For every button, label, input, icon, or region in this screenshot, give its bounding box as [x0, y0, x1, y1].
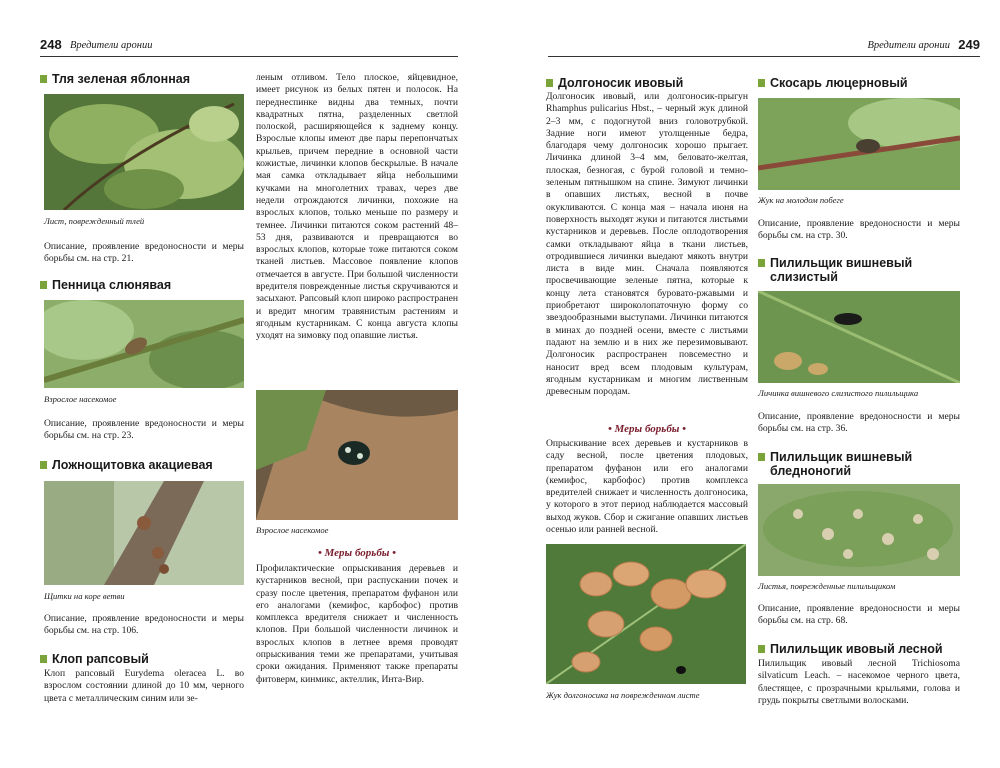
section-title: Скосарь люцерновый	[758, 76, 960, 90]
page-number: 248	[40, 37, 62, 52]
photo-caption: Листья, поврежденные пилильщиком	[758, 581, 896, 591]
photo-caption: Взрослое насекомое	[44, 394, 117, 404]
bullet-square-icon	[40, 281, 47, 289]
photo-caption: Жук долгоносика на поврежденном листе	[546, 690, 700, 700]
section-title: Пенница слюнявая	[40, 278, 256, 292]
photo-slug-sawfly	[758, 291, 960, 383]
left-page	[0, 0, 480, 768]
section-title: Пилильщик ивовый лесной	[758, 642, 972, 656]
section-text: Описание, проявление вредоносности и меры борьбы см. на стр. 106.	[44, 613, 244, 637]
bullet-square-icon	[758, 453, 765, 461]
bullet-square-icon	[40, 461, 47, 469]
photo-caption: Жук на молодом побеге	[758, 195, 844, 205]
measures-heading: • Меры борьбы •	[607, 423, 687, 435]
section-title: Пилильщик вишневый слизистый	[758, 256, 972, 284]
photo-aphid-leaf	[44, 94, 244, 210]
photo-caption: Лист, поврежденный тлей	[44, 216, 145, 226]
bullet-square-icon	[40, 75, 47, 83]
photo-spittlebug	[44, 300, 244, 388]
running-header-left	[40, 36, 458, 57]
section-text: Описание, проявление вредоносности и меры борьбы см. на стр. 36.	[758, 411, 960, 435]
section-text: Описание, проявление вредоносности и меры борьбы см. на стр. 68.	[758, 603, 960, 627]
measures-heading: • Меры борьбы •	[317, 547, 397, 559]
photo-caption: Личинка вишневого слизистого пилильщика	[758, 388, 919, 398]
running-title: Вредители аронии	[867, 40, 950, 51]
section-text: Описание, проявление вредоносности и меры борьбы см. на стр. 30.	[758, 218, 960, 242]
body-text: леным отливом. Тело плоское, яйцевидное, имеет рисунок из белых пятен и полосок. На переднеспинке видны два темных, почти квадратных пятна, разделенных светлой полоской, расширяющейся к заднему концу. Взрослые клопы имеют две пары перепончатых крыльев, причем передние в основной части кожистые, личинки клопов бескрылые. В начале мая самка откладывает яйца небольшими кучками на многолетних травах, через две недели отрождаются личинки, похожие на взрослых клопов, только меньше по размеру и темнее. Личинки питаются соком растений 48–53 дня, развиваются и превращаются во взрослых клопов, которые тоже питаются соком тканей листьев. Массовое появление клопов отмечается в августе. При большой численности вредителя поврежденные листья скручиваются и засыхают. Рапсовый клоп широко распространен и вредит многим травянистым растениям и ягодным кустарникам. С конца августа клопы уходят на зимовку под опавшие листья.	[256, 72, 458, 342]
bullet-square-icon	[758, 645, 765, 653]
section-title: Клоп рапсовый	[40, 652, 256, 666]
section-text: Пилильщик ивовый лесной Trichiosoma silvaticum Leach. – насекомое черного цвета, блестящее, с прозрачными крыльями, голова и грудь покрыты светлыми волосками.	[758, 658, 960, 706]
bullet-square-icon	[546, 79, 553, 87]
left-column-2	[256, 72, 458, 685]
page-number: 249	[958, 37, 980, 52]
section-title: Ложнощитовка акациевая	[40, 458, 256, 472]
photo-caption: Взрослое насекомое	[256, 525, 329, 535]
photo-alfalfa-weevil	[758, 98, 960, 190]
measures-text: Опрыскивание всех деревьев и кустарников в саду весной, после цветения плодовых, препаратом фуфанон или его аналогами (кемифос, карбофос) против комплекса вредителей снижает и численность долгоносика, у которого в этот период наблюдается массовый выход жуков. Сбор и сжигание опавших листьев осенью или ранней весной.	[546, 438, 748, 536]
right-column-1	[546, 76, 748, 700]
bullet-square-icon	[758, 79, 765, 87]
section-text: Описание, проявление вредоносности и меры борьбы см. на стр. 23.	[44, 418, 244, 442]
photo-damaged-leaves	[758, 484, 960, 576]
running-title: Вредители аронии	[70, 40, 153, 51]
running-header-right	[548, 36, 980, 57]
photo-weevil-leaf	[546, 544, 746, 684]
section-title: Тля зеленая яблонная	[40, 72, 244, 86]
section-text: Клоп рапсовый Eurydema oleracea L. во взрослом состоянии длиной до 10 мм, черного цвета с металлическим синим или зе-	[44, 668, 244, 704]
photo-scale-bark	[44, 481, 244, 585]
bullet-square-icon	[40, 655, 47, 663]
photo-caption: Щитки на коре ветви	[44, 591, 125, 601]
measures-text: Профилактические опрыскивания деревьев и кустарников весной, при распускании почек и сразу после цветения, препаратом фуфанон или его аналогами (кемифос, карбофос) против комплекса вредителя снижает и численность клопов. При большой численности личинок и взрослых клопов в летнее время проводят опрыскивания теми же препаратами, учитывая сроки ожидания. Применяют также препараты фитоверм, кинмикс, актеллик, Инта-Вир.	[256, 563, 458, 685]
right-column-2	[758, 76, 960, 706]
section-title: Пилильщик вишневый бледноногий	[758, 450, 972, 478]
section-title: Долгоносик ивовый	[546, 76, 748, 90]
bullet-square-icon	[758, 259, 765, 267]
photo-rapeseed-bug	[256, 390, 458, 520]
body-text: Долгоносик ивовый, или долгоносик-прыгун Rhamphus pulicarius Hbst., – черный жук длиной 2–3 мм, с подогнутой вниз головотрубкой. Задние ноги имеют утолщенные бедра, благодаря чему долгоносик хорошо прыгает. Личинка длиной 3–4 мм, беловато-желтая, плоская, безногая, с бурой головой и темно-зеленым пятнышком на спине. Зимуют личинки в опавших листьях, весной в почве окукливаются. С конца мая – начала июня на поверхность выходят жуки и питаются листьями кустарников и деревьев. После оплодотворения самки откладывают яйца в ткани листьев, отродившиеся личинки выедают мякоть внутри листа в виде мин. Сначала появляются просвечивающие зеленые пятна, которые к концу лета становятся буровато-ржавыми и приобретают широколопаточную форму со звездообразными выступами. Личинки питаются в минах до поздней осени, вместе с листьями падают на землю и в них же перезимовывают. Долгоносик распространен повсеместно и наносит вред всем плодовым культурам, ягодным кустарникам и многим лиственным древесным породам.	[546, 91, 748, 398]
left-column-1	[40, 72, 244, 704]
right-page	[520, 0, 1000, 768]
section-text: Описание, проявление вредоносности и меры борьбы см. на стр. 21.	[44, 241, 244, 265]
